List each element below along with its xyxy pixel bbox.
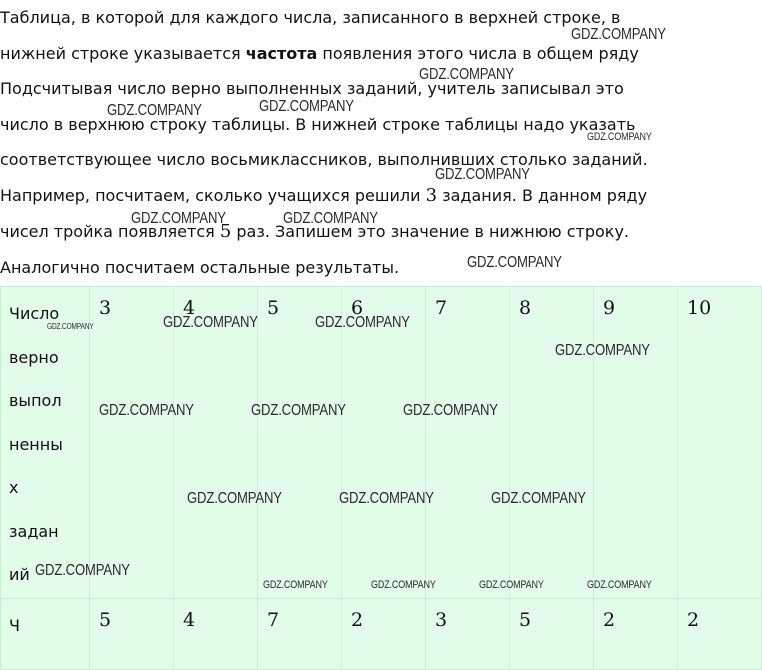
watermark: GDZ.COMPANY [99, 402, 194, 419]
text-span: Например, посчитаем, сколько учащихся решили [0, 186, 426, 205]
watermark: GDZ.COMPANY [339, 490, 434, 507]
row-label-line: х [9, 478, 19, 497]
watermark: GDZ.COMPANY [467, 254, 562, 271]
row-label-line: задан [9, 521, 59, 541]
watermark: GDZ.COMPANY [587, 579, 652, 591]
watermark: GDZ.COMPANY [491, 490, 586, 507]
watermark: GDZ.COMPANY [419, 66, 514, 83]
text-line [0, 44, 639, 64]
frequency-table [0, 286, 712, 635]
bold-term: частота [245, 44, 318, 63]
watermark: GDZ.COMPANY [571, 26, 666, 43]
row-label-line: ий [9, 565, 30, 584]
table-cell: 7 [258, 599, 342, 670]
watermark: GDZ.COMPANY [587, 131, 652, 143]
table-cell: 2 [342, 599, 426, 670]
watermark: GDZ.COMPANY [435, 166, 530, 183]
table-row [1, 599, 762, 670]
table-cell: 4 [174, 599, 258, 670]
watermark: GDZ.COMPANY [47, 322, 94, 331]
table-row [1, 287, 762, 599]
row-label-cell [1, 287, 90, 599]
text-span: раз. Запишем это значение в нижнюю строку. [231, 222, 629, 241]
text-line: Подсчитывая число верно выполненных заданий, учитель записывал это [0, 79, 624, 98]
text-span: задания. В данном ряду [437, 186, 648, 205]
watermark: GDZ.COMPANY [555, 342, 650, 359]
table-cell: 7 [426, 287, 510, 599]
inline-number: 3 [425, 185, 438, 206]
row-label-cell [1, 599, 90, 670]
watermark: GDZ.COMPANY [187, 490, 282, 507]
text-span: появления этого числа в общем ряду [317, 44, 639, 63]
row-label-line: Число [9, 304, 60, 323]
watermark: GDZ.COMPANY [263, 579, 328, 591]
inline-number: 5 [219, 221, 232, 242]
table-cell: 2 [678, 599, 762, 670]
watermark: GDZ.COMPANY [107, 102, 202, 119]
table-cell: 8 [510, 287, 594, 599]
row-label-line: ненны [9, 434, 63, 454]
text-line: соответствующее число восьмиклассников, выполнивших столько заданий. [0, 150, 648, 169]
text-line [0, 186, 647, 206]
watermark: GDZ.COMPANY [259, 98, 354, 115]
text-line: Аналогично посчитаем остальные результаты. [0, 258, 400, 277]
watermark: GDZ.COMPANY [479, 579, 544, 591]
watermark: GDZ.COMPANY [315, 314, 410, 331]
watermark: GDZ.COMPANY [35, 562, 130, 579]
watermark: GDZ.COMPANY [131, 210, 226, 227]
text-span: чисел тройка появляется [0, 222, 220, 241]
watermark: GDZ.COMPANY [403, 402, 498, 419]
table-cell: 6 [342, 287, 426, 599]
row-label-line: верно [9, 347, 59, 367]
watermark: GDZ.COMPANY [283, 210, 378, 227]
table-cell: 10 [678, 287, 762, 599]
table-cell: 9 [594, 287, 678, 599]
text-line: Таблица, в которой для каждого числа, записанного в верхней строке, в [0, 8, 621, 27]
text-line: число в верхнюю строку таблицы. В нижней строке таблицы надо указать [0, 115, 636, 134]
table-cell: 3 [90, 287, 174, 599]
table-cell: 5 [510, 599, 594, 670]
watermark: GDZ.COMPANY [251, 402, 346, 419]
table-cell: 5 [258, 287, 342, 599]
table-cell: 4 [174, 287, 258, 599]
table-cell: 5 [90, 599, 174, 670]
text-line [0, 222, 629, 242]
table-cell: 3 [426, 599, 510, 670]
table-cell: 2 [594, 599, 678, 670]
watermark: GDZ.COMPANY [163, 314, 258, 331]
watermark: GDZ.COMPANY [371, 579, 436, 591]
row-label-line: выпол [9, 391, 62, 410]
text-span: нижней строке указывается [0, 44, 246, 63]
row-label-line: Ч [9, 616, 20, 635]
